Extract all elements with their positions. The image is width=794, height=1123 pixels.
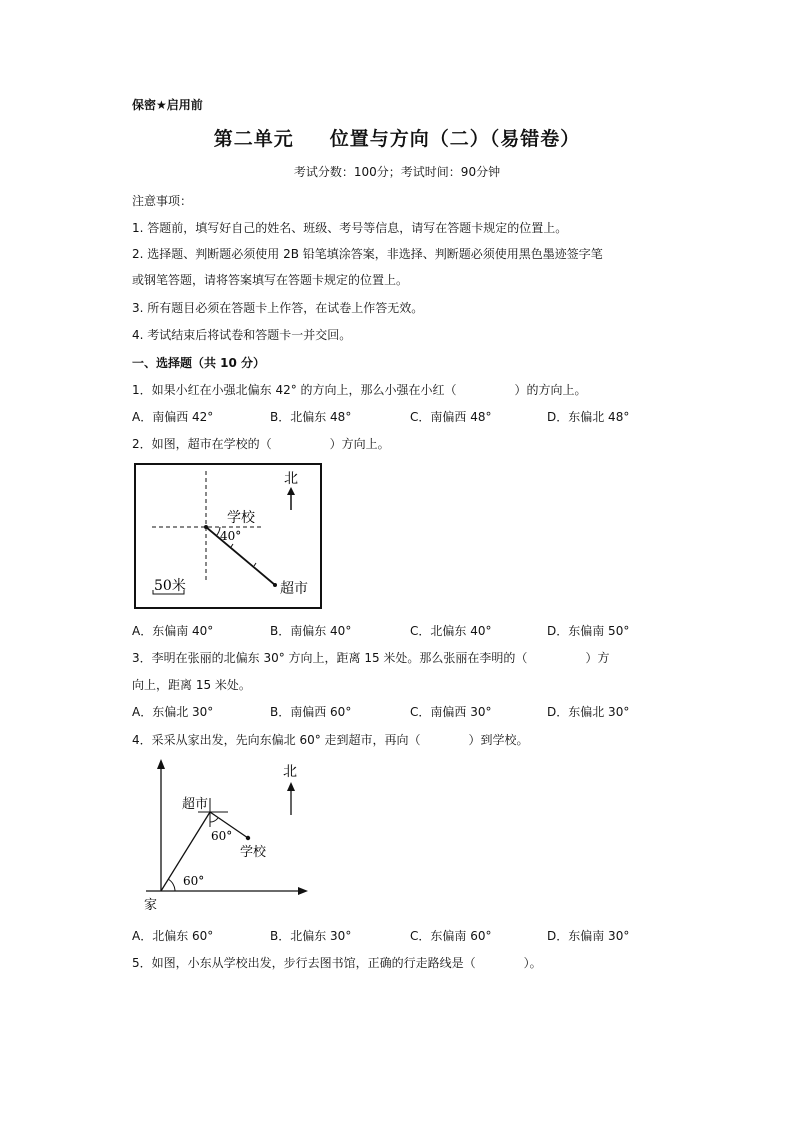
option-a[interactable]: A．东偏南 40°	[132, 624, 214, 638]
y-axis-arrow-icon	[157, 759, 165, 769]
market-label: 超市	[182, 797, 209, 812]
question-stem-part: ）。	[523, 956, 542, 970]
exam-info: 考试分数：100分；考试时间：90分钟	[293, 165, 501, 179]
angle-arc-top	[210, 818, 218, 822]
x-axis-arrow-icon	[298, 887, 308, 895]
school-point	[204, 525, 208, 529]
option-b[interactable]: B．南偏西 60°	[270, 705, 352, 719]
option-d[interactable]: D．东偏南 30°	[547, 929, 630, 943]
option-a[interactable]: A．北偏东 60°	[132, 929, 214, 943]
question-stem-part: ）方	[585, 651, 610, 665]
option-d[interactable]: D．东偏北 48°	[547, 410, 630, 424]
north-arrow-icon	[287, 487, 295, 495]
option-c[interactable]: C．东偏南 60°	[410, 929, 492, 943]
notice-item: 1. 答题前，填写好自己的姓名、班级、考号等信息，请写在答题卡规定的位置上。	[132, 221, 568, 235]
question-4-figure	[130, 755, 315, 915]
question-3-stem-cont: 向上，距离 15 米处。	[132, 678, 251, 692]
angle-bottom-label: 60°	[183, 874, 205, 888]
title-unit: 第二单元	[213, 128, 294, 150]
school-point	[246, 836, 250, 840]
title-main: 位置与方向（二）（易错卷）	[329, 128, 581, 150]
question-2-figure	[134, 463, 322, 609]
question-1-stem	[132, 382, 587, 398]
confidential-mark: 保密★启用前	[132, 98, 203, 112]
question-5-stem	[132, 955, 542, 971]
notice-item: 4. 考试结束后将试卷和答题卡一并交回。	[132, 328, 352, 342]
question-stem-part: 4．采采从家出发，先向东偏北 60° 走到超市，再向（	[132, 733, 421, 747]
option-d[interactable]: D．东偏南 50°	[547, 624, 630, 638]
option-b[interactable]: B．北偏东 30°	[270, 929, 352, 943]
scale-tick	[231, 544, 233, 547]
option-d[interactable]: D．东偏北 30°	[547, 705, 630, 719]
question-stem-part: ）的方向上。	[514, 383, 587, 397]
scale-tick	[254, 563, 256, 566]
notice-item: 或钢笔答题，请将答案填写在答题卡规定的位置上。	[132, 273, 409, 287]
north-label: 北	[284, 471, 298, 487]
option-b[interactable]: B．北偏东 48°	[270, 410, 352, 424]
angle-arc-bottom	[168, 879, 175, 891]
angle-label: 40°	[220, 529, 242, 543]
school-label: 学校	[227, 510, 255, 526]
option-b[interactable]: B．南偏东 40°	[270, 624, 352, 638]
question-stem-part: ）方向上。	[329, 437, 390, 451]
option-c[interactable]: C．南偏西 30°	[410, 705, 492, 719]
question-4-stem	[132, 732, 529, 748]
section-heading: 一、选择题（共 10 分）	[132, 356, 266, 370]
notice-heading: 注意事项：	[132, 194, 193, 208]
notice-item: 3. 所有题目必须在答题卡上作答，在试卷上作答无效。	[132, 301, 424, 315]
notice-item: 2. 选择题、判断题必须使用 2B 铅笔填涂答案，非选择、判断题必须使用黑色墨迹签字笔	[132, 247, 603, 261]
option-c[interactable]: C．北偏东 40°	[410, 624, 492, 638]
option-a[interactable]: A．东偏北 30°	[132, 705, 214, 719]
home-label: 家	[144, 898, 158, 913]
question-3-stem	[132, 650, 609, 666]
scale-label: 50米	[154, 578, 186, 594]
question-stem-part: 3．李明在张丽的北偏东 30° 方向上，距离 15 米处。那么张丽在李明的（	[132, 651, 528, 665]
option-c[interactable]: C．南偏西 48°	[410, 410, 492, 424]
north-arrow-icon	[287, 782, 295, 791]
market-label: 超市	[280, 581, 308, 597]
question-stem-part: ）到学校。	[468, 733, 529, 747]
question-stem-part: 2．如图，超市在学校的（	[132, 437, 272, 451]
market-point	[273, 583, 277, 587]
angle-top-label: 60°	[211, 829, 233, 843]
school-label: 学校	[240, 845, 267, 860]
question-stem-part: 1．如果小红在小强北偏东 42° 的方向上，那么小强在小红（	[132, 383, 457, 397]
north-label: 北	[283, 764, 297, 780]
question-stem-part: 5．如图，小东从学校出发，步行去图书馆，正确的行走路线是（	[132, 956, 476, 970]
question-2-stem	[132, 436, 390, 452]
option-a[interactable]: A．南偏西 42°	[132, 410, 214, 424]
page-title	[0, 124, 794, 151]
